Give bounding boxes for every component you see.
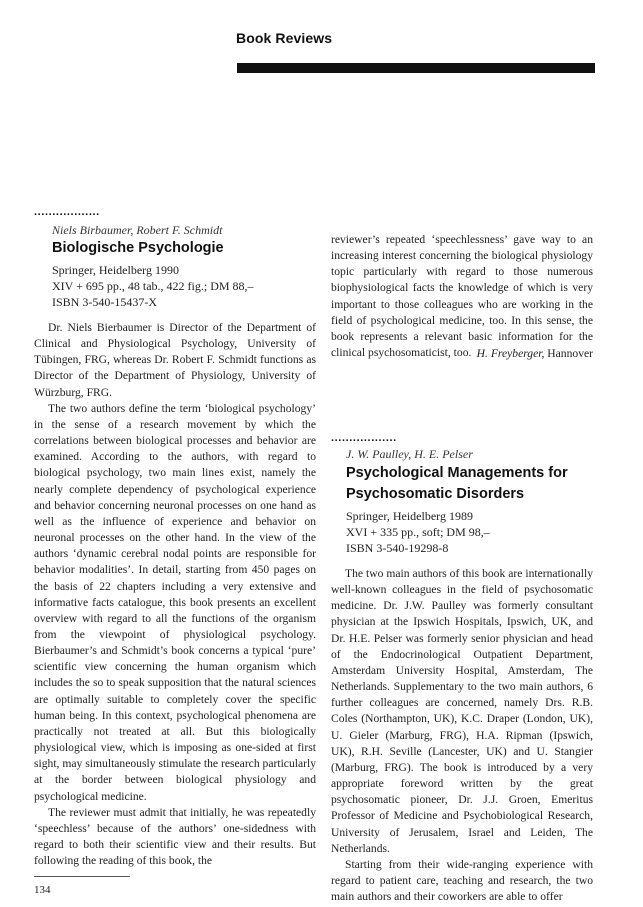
review1-isbn: ISBN 3-540-15437-X <box>52 295 157 309</box>
footer-rule <box>34 876 130 877</box>
page-number: 134 <box>34 884 51 896</box>
review1-continuation-text: reviewer’s repeated ‘speechlessness’ gave way to an increasing interest concerning the biological physiology topic particularly with regard to those numerous biophysiological facts the knowledge of which is very important to those colleagues who are working in the field of psychological medicine, too. In this sense, the book represents a relevant basic information for the clinical psychosomaticist, too. <box>331 233 593 360</box>
header-rule-bar <box>237 63 595 73</box>
separator-dots: .................. <box>331 432 397 444</box>
review1-paragraph-2: The two authors define the term ‘biological psychology’ in the sense of a research movement by which the correlations between biological processes and behavior are examined. According to the authors, with regard to biological psychology, two main lines exist, namely the nearly complete dependency of psychological experience and behavior concerning neuronal processes on one hand as well as the influence of experience and behavior on neuronal processes on the other hand. In the view of the authors ‘dynamic cerebral nodal points are responsible for behavior modalities’. In detail, starting from 450 pages on the basis of 22 chapters including a very extensive and informative facts catalogue, this book presents an excellent overview with regard to all the functions of the organism from the viewpoint of physiological psychology. Bierbaumer’s and Schmidt’s book concerns a typical ‘pure’ scientific view concerning the human organism which includes the so to speak supposition that the natural sciences are optimally suitable to completely cover the specific human being. In this context, psychological phenomena are practically not treated at all. But this biologically physiological view, which is imposing as one-sided at first sight, may simultaneously stimulate the research particularly at the border between biological physiology and psychological medicine. <box>34 401 316 803</box>
review2-body <box>331 566 593 905</box>
review2-paragraph-1: The two main authors of this book are internationally well-known colleagues in the field of psychosomatic medicine. Dr. J.W. Paulley was formerly consultant physician at the Ipswich Hospitals, Ipswich, UK, and Dr. H.E. Pelser was formerly senior physician and head of the Endocrinological Outpatient Department, Amsterdam University Hospital, Amsterdam, The Netherlands. Supplementary to the two main authors, 6 further colleagues are concerned, namely Drs. R.B. Coles (Northampton, UK), K.C. Draper (London, UK), U. Gieler (Marburg, FRG), H.A. Ripman (Ipswich, UK), R.H. Seville (Lancester, UK) and U. Stangier (Marburg, FRG). The book is introduced by a very appropriate foreword written by the great psychosomatic pioneer, Dr. J.J. Groen, Emeritus Professor of Medicine and Psychobiological Research, University of Jerusalem, Israel and Leiden, The Netherlands. <box>331 567 593 855</box>
review1-reviewer-name: H. Freyberger, <box>476 347 545 360</box>
review2-title-line-2: Psychosomatic Disorders <box>346 486 525 502</box>
review1-paragraph-1: Dr. Niels Bierbaumer is Director of the Department of Clinical and Physiological Psychology, University of Tübingen, FRG, whereas Dr. Robert F. Schmidt functions as Director of the Department of Physiology, University of Würzburg, FRG. <box>34 321 316 399</box>
review2-publication-info <box>346 508 490 556</box>
review1-paragraph-3: The reviewer must admit that initially, he was repeatedly ‘speechless’ because of the authors’ one-sidedness with regard to both their scientific view and their results. But following the reading of this book, the <box>34 805 316 868</box>
review2-publisher: Springer, Heidelberg 1989 <box>346 509 473 523</box>
separator-dots: .................. <box>34 206 100 218</box>
review2-authors: J. W. Paulley, H. E. Pelser <box>346 447 473 461</box>
section-title: Book Reviews <box>236 30 333 46</box>
review2-paragraph-2: Starting from their wide-ranging experience with regard to patient care, teaching and research, the two main authors and their coworkers are able to offer <box>331 857 593 904</box>
review1-continuation <box>331 232 593 361</box>
review1-publisher: Springer, Heidelberg 1990 <box>52 263 179 277</box>
review2-book-title <box>346 463 568 505</box>
review1-body <box>34 320 316 869</box>
review1-publication-info <box>52 262 254 310</box>
review1-authors: Niels Birbaumer, Robert F. Schmidt <box>52 223 223 237</box>
review1-reviewer-city: Hannover <box>547 347 593 360</box>
review1-pages: XIV + 695 pp., 48 tab., 422 fig.; DM 88,– <box>52 279 254 293</box>
review1-signature <box>331 346 593 362</box>
review2-isbn: ISBN 3-540-19298-8 <box>346 541 449 555</box>
review2-pages: XVI + 335 pp., soft; DM 98,– <box>346 525 490 539</box>
review2-title-line-1: Psychological Managements for <box>346 465 568 481</box>
review1-book-title: Biologische Psychologie <box>52 240 224 256</box>
